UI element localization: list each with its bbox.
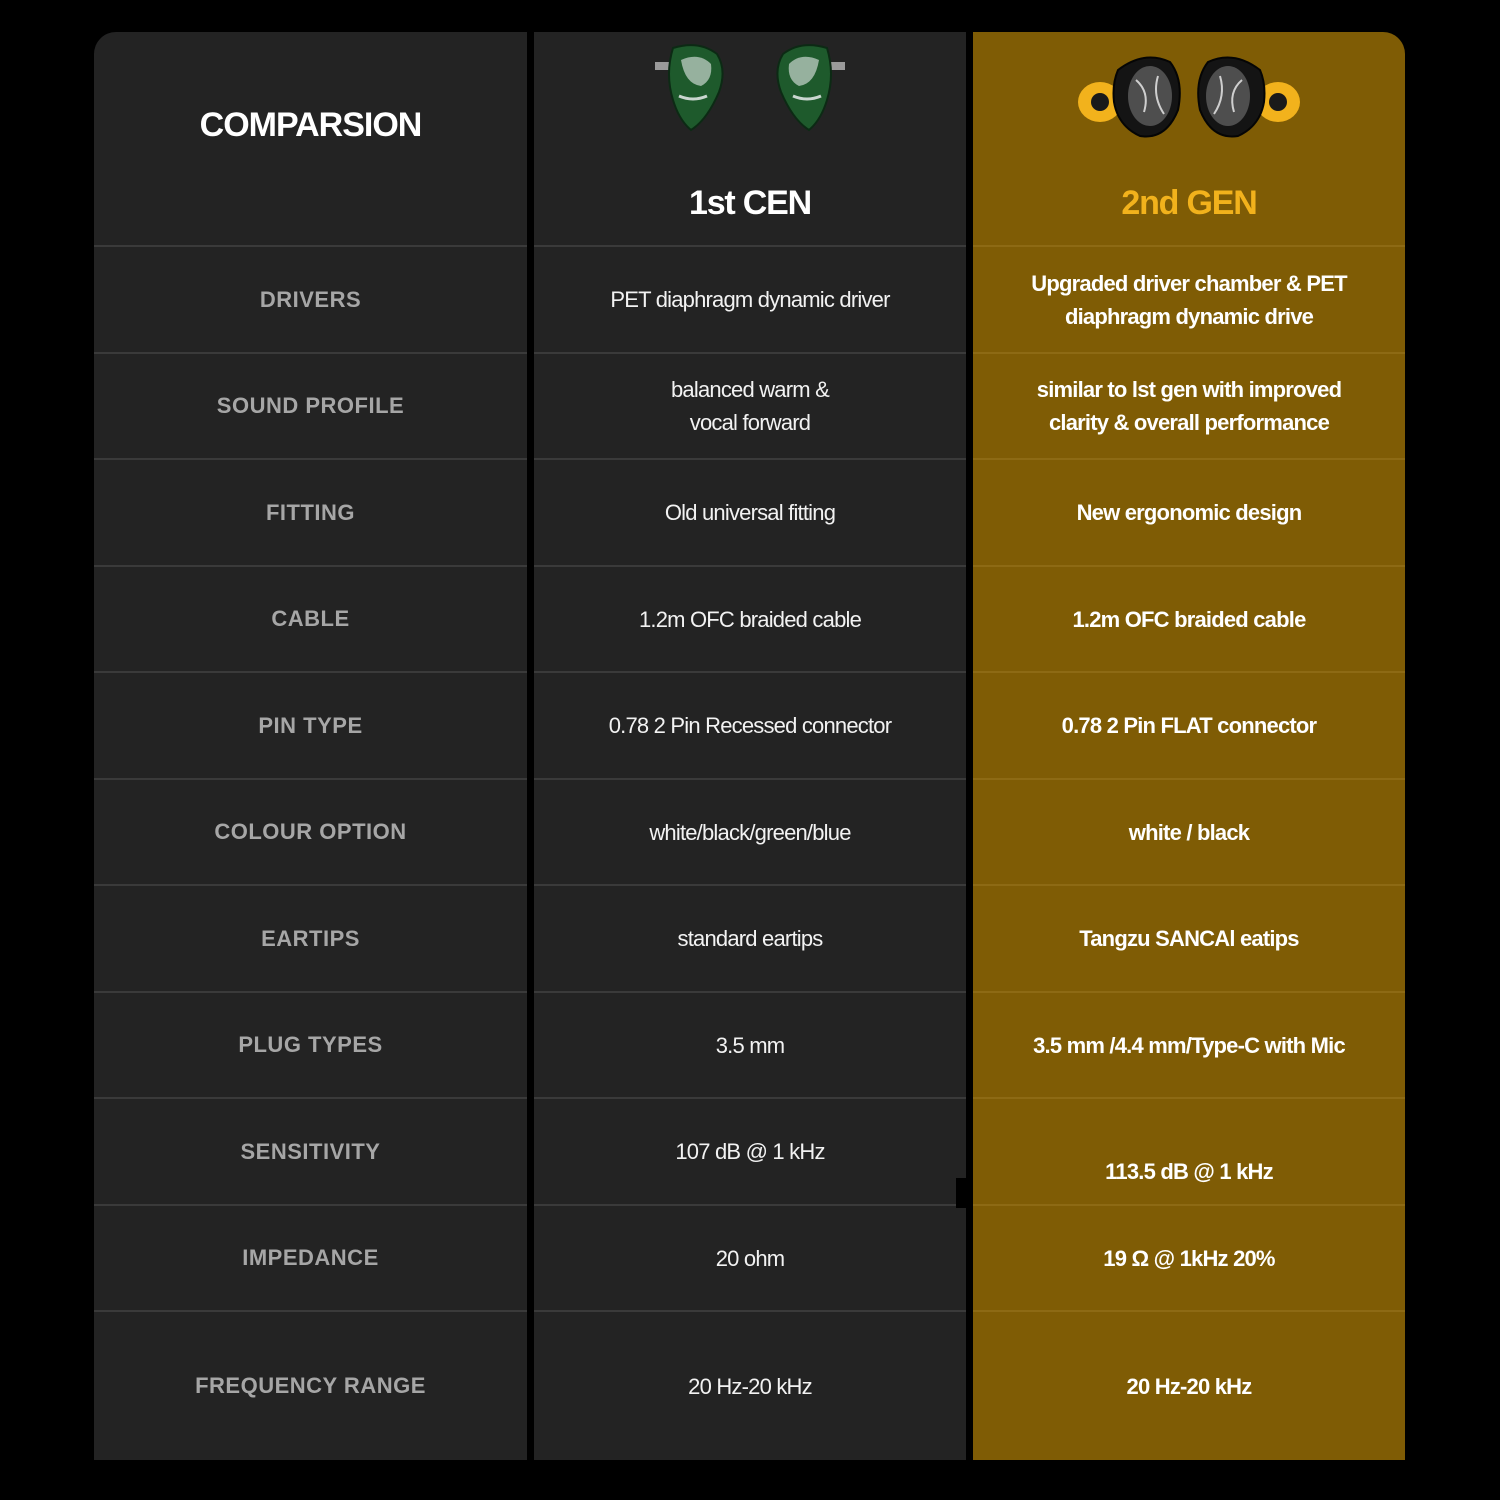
gen2-cell-cable [973,565,1405,671]
row-label-sound-profile [94,352,527,458]
row-label: FITTING [265,499,356,525]
gen2-value-line1: similar to lst gen with improved [1036,377,1342,402]
gen1-value-line1: balanced warm & [671,377,829,402]
gen2-cell-drivers [973,245,1405,352]
gen2-column [973,32,1405,1460]
gen2-value: 1.2m OFC braided cable [1072,606,1306,632]
row-label: SENSITIVITY [240,1138,381,1164]
row-label: DRIVERS [259,286,362,312]
gen2-value: 20 Hz-20 kHz [1126,1373,1252,1399]
gen1-cell-fitting [534,458,966,565]
gen2-value: 3.5 mm /4.4 mm/Type-C with Mic [1033,1032,1345,1058]
gen2-cell-eartips [973,884,1405,991]
row-label-pin-type [94,671,527,778]
gen2-cell-colour-option [973,778,1405,884]
gen2-cell-sensitivity [973,1097,1405,1204]
gen1-cell-impedance [534,1204,966,1310]
gen1-cell-pin-type [534,671,966,778]
gen2-header [973,32,1405,245]
gen1-value: 0.78 2 Pin Recessed connector [608,713,892,738]
row-label: IMPEDANCE [242,1245,379,1270]
page-title: COMPARSION [199,106,422,144]
gen1-value: Old universal fitting [664,500,836,525]
gen2-value-line1: Upgraded driver chamber & PET [1031,270,1347,296]
row-label: CABLE [271,606,350,631]
row-label-plug-types [94,991,527,1097]
gen1-value-line2: vocal forward [689,410,811,435]
labels-column [94,32,527,1460]
gen2-cell-pin-type [973,671,1405,778]
gen2-cell-frequency-range [973,1310,1405,1460]
row-label-cable [94,565,527,671]
gen1-value: PET diaphragm dynamic driver [610,287,890,312]
gen1-column [534,32,966,1460]
gen1-cell-sound-profile [534,352,966,458]
header-cell-title [94,32,527,245]
gen2-value: Tangzu SANCAl eatips [1079,926,1299,951]
row-label-drivers [94,245,527,352]
gen2-value-line2: diaphragm dynamic drive [1064,303,1314,329]
gen2-value-line2: clarity & overall performance [1048,410,1330,435]
row-label: EARTIPS [261,925,360,951]
row-label: FREQUENCY RANGE [195,1373,426,1398]
gen1-cell-cable [534,565,966,671]
gen1-cell-sensitivity [534,1097,966,1204]
gen1-value: white/black/green/blue [649,819,851,845]
gen2-value: white / black [1128,819,1250,845]
gen2-value: 19 Ω @ 1kHz 20% [1103,1245,1275,1271]
row-label: COLOUR OPTION [214,819,407,844]
gen1-title: 1st CEN [689,184,811,222]
gen1-cell-drivers [534,245,966,352]
gen1-value: 20 ohm [715,1245,785,1271]
row-label-colour-option [94,778,527,884]
gen1-cell-plug-types [534,991,966,1097]
row-label: SOUND PROFILE [216,393,405,418]
gen1-cell-colour-option [534,778,966,884]
gen1-value: 107 dB @ 1 kHz [675,1139,825,1164]
gen2-cell-impedance [973,1204,1405,1310]
row-label-eartips [94,884,527,991]
row-label-sensitivity [94,1097,527,1204]
gen2-value: 0.78 2 Pin FLAT connector [1061,713,1317,738]
row-label-impedance [94,1204,527,1310]
gen1-value: 3.5 mm [715,1032,785,1058]
gen2-cell-sound-profile [973,352,1405,458]
black-earbuds-image [1074,40,1304,140]
gen2-value: 113.5 dB @ 1 kHz [1105,1159,1273,1184]
row-label-fitting [94,458,527,565]
gen2-cell-fitting [973,458,1405,565]
gen1-value: 1.2m OFC braided cable [638,606,862,632]
gen1-cell-frequency-range [534,1310,966,1460]
gen1-value: 20 Hz-20 kHz [688,1373,812,1399]
row-label: PIN TYPE [258,712,363,738]
gen1-cell-eartips [534,884,966,991]
gen2-title: 2nd GEN [1121,184,1257,222]
gen1-header [534,32,966,245]
gen1-value: standard eartips [677,926,823,951]
row-label: PLUG TYPES [238,1032,383,1057]
gen2-value: New ergonomic design [1076,500,1302,525]
gen2-cell-plug-types [973,991,1405,1097]
divider-notch [956,1178,970,1208]
green-earbuds-image [655,40,845,140]
row-label-frequency-range [94,1310,527,1460]
